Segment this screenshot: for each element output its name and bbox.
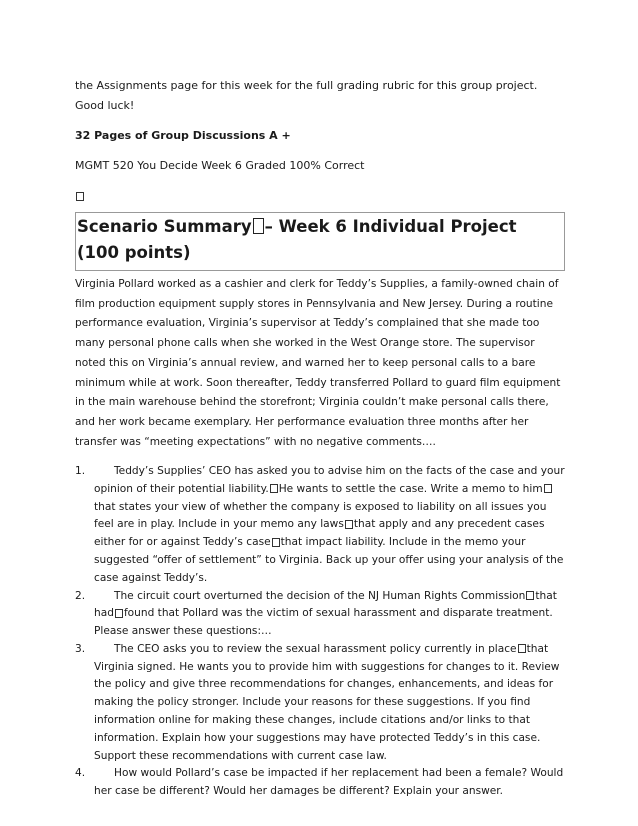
list-item: [75, 765, 567, 801]
question-list: [75, 463, 567, 801]
box-glyph-icon: [544, 484, 552, 493]
item-text: that Virginia signed. He wants you to provide him with suggestions for changes to it. Review the policy and give three recommendations for changes, enhancements, and ideas for making the policy stronger. Include your reasons for these suggestions. If you find information online for making these changes, include citations and/or links to that information. Explain how your suggestions may have protected Teddy’s in this case. Support these recommendations with current case law.: [94, 642, 560, 762]
box-glyph-icon: [253, 218, 264, 234]
intro-line-2: Good luck!: [75, 99, 135, 112]
item-text: that states your view of whether the company is exposed to liability on all issues you feel are in play. Include in your memo any laws: [94, 500, 547, 531]
checkbox-glyph: [75, 186, 567, 206]
box-glyph-icon: [76, 192, 84, 201]
item-text: that impact liability. Include in the memo your suggested “offer of settlement” to Virginia. Back up your offer using your analysis of the case against Teddy’s.: [94, 536, 564, 584]
box-glyph-icon: [345, 520, 353, 529]
document-page: [75, 76, 567, 801]
item-number: 3.: [75, 642, 86, 655]
heading-part-3: (100 points): [77, 243, 191, 262]
heading-part-2: – Week 6 Individual Project: [264, 217, 517, 236]
box-glyph-icon: [518, 644, 526, 653]
item-text: How would Pollard’s case be impacted if her replacement had been a female? Would her case be different? Would her damages be different? Explain your answer.: [94, 767, 564, 798]
item-text: He wants to settle the case. Write a memo to him: [278, 482, 543, 495]
item-number: 4.: [75, 767, 86, 780]
item-text: that had: [94, 589, 557, 620]
list-item: [75, 588, 567, 641]
item-number: 1.: [75, 464, 86, 477]
item-text: found that Pollard was the victim of sexual harassment and disparate treatment. Please answer these questions:…: [94, 607, 553, 638]
course-line: MGMT 520 You Decide Week 6 Graded 100% Correct: [75, 159, 365, 172]
box-glyph-icon: [526, 591, 534, 600]
heading-part-1: Scenario Summary: [77, 217, 252, 236]
box-glyph-icon: [272, 538, 280, 547]
scenario-heading: [75, 212, 565, 271]
scenario-paragraph: Virginia Pollard worked as a cashier and clerk for Teddy’s Supplies, a family-owned chain of film production equipment supply stores in Pennsylvania and New Jersey. During a routine performance evaluation, Virginia’s supervisor at Teddy’s complained that she made too many personal phone calls when she worked in the West Orange store. The supervisor noted this on Virginia’s annual review, and warned her to keep personal calls to a bare minimum while at work. Soon thereafter, Teddy transferred Pollard to guard film equipment in the main warehouse behind the storefront; Virginia couldn’t make personal calls there, and her work became exemplary. Her performance evaluation three months after her transfer was “meeting expectations” with no negative comments….: [75, 278, 561, 448]
item-text: Teddy’s Supplies’ CEO has asked you to advise him on the facts of the case and your opinion of their potential liability.: [94, 464, 565, 495]
box-glyph-icon: [115, 609, 123, 618]
list-item: [75, 463, 567, 588]
item-text: that apply and any precedent cases either for or against Teddy’s case: [94, 518, 545, 549]
promo-title: 32 Pages of Group Discussions A +: [75, 129, 291, 142]
item-text: The circuit court overturned the decision of the NJ Human Rights Commission: [114, 589, 526, 602]
item-number: 2.: [75, 589, 86, 602]
intro-line-1: the Assignments page for this week for the full grading rubric for this group project.: [75, 79, 538, 92]
list-item: [75, 641, 567, 766]
item-text: The CEO asks you to review the sexual harassment policy currently in place: [114, 642, 517, 655]
box-glyph-icon: [270, 484, 278, 493]
